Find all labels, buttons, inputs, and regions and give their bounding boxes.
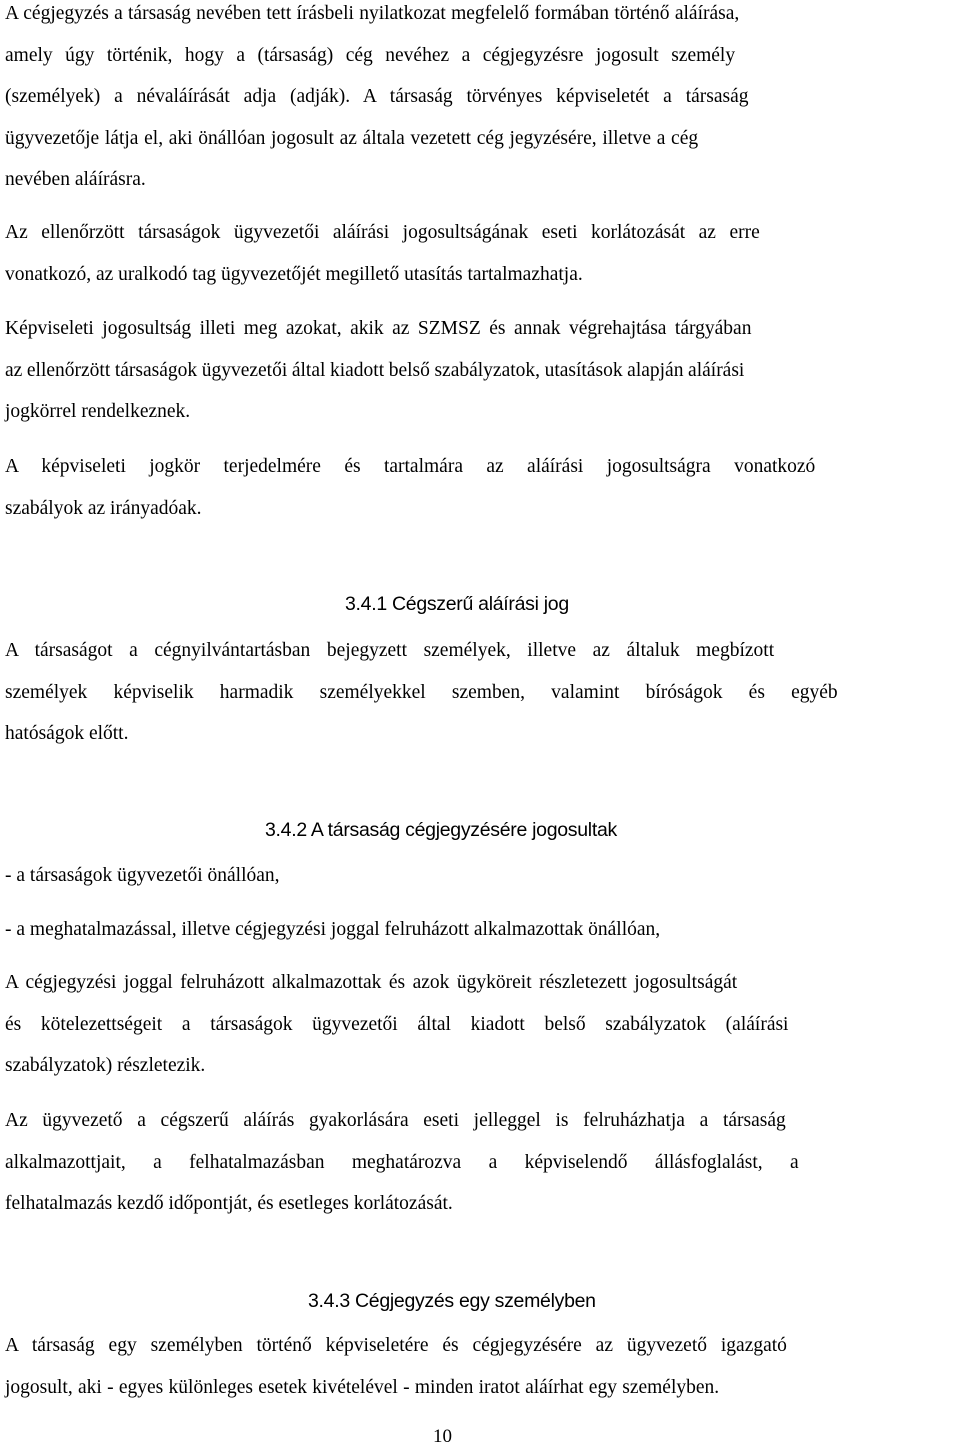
paragraph-company-representation bbox=[5, 630, 956, 755]
text-line: A társaságot a cégnyilvántartásban bejegyzett személyek, illetve az általuk megbízott bbox=[5, 640, 775, 661]
text-line: jogosult, aki - egyes különleges esetek kivételével - minden iratot aláírhat egy személyben. bbox=[5, 1376, 720, 1398]
section-heading-3-4-2: 3.4.2 A társaság cégjegyzésére jogosultak bbox=[265, 819, 617, 841]
section-heading-3-4-3: 3.4.3 Cégjegyzés egy személyben bbox=[308, 1290, 596, 1312]
paragraph-single-person-signing bbox=[5, 1325, 956, 1408]
paragraph-signing-employees bbox=[5, 962, 956, 1087]
text-line: és kötelezettségeit a társaságok ügyvezetői által kiadott belső szabályzatok (aláírási bbox=[5, 1013, 789, 1035]
text-line: hatóságok előtt. bbox=[5, 723, 129, 744]
text-line: (személyek) a névaláírását adja (adják). A társaság törvényes képviseletét a társaság bbox=[5, 86, 749, 107]
text-line: A cégjegyzési joggal felruházott alkalmazottak és azok ügyköreit részletezett jogosultságát bbox=[5, 972, 738, 993]
page-number: 10 bbox=[433, 1426, 452, 1447]
text-line: nevében aláírásra. bbox=[5, 169, 146, 190]
text-line: az ellenőrzött társaságok ügyvezetői által kiadott belső szabályzatok, utasítások alapján aláírási bbox=[5, 359, 745, 381]
text-line: Képviseleti jogosultság illeti meg azokat, akik az SZMSZ és annak végrehajtása tárgyában bbox=[5, 318, 752, 339]
list-item-authorized-employees bbox=[5, 909, 956, 951]
section-heading-3-4-1: 3.4.1 Cégszerű aláírási jog bbox=[345, 593, 569, 615]
text-line: szabályzatok) részletezik. bbox=[5, 1055, 206, 1076]
text-line: személyek képviselik harmadik személyekkel szemben, valamint bíróságok és egyéb bbox=[5, 681, 838, 703]
text-line: ügyvezetője látja el, aki önállóan jogosult az általa vezetett cég jegyzésére, illetve a cég bbox=[5, 127, 699, 149]
text-line: jogkörrel rendelkeznek. bbox=[5, 401, 191, 422]
text-line: A képviseleti jogkör terjedelmére és tartalmára az aláírási jogosultságra vonatkozó bbox=[5, 456, 816, 477]
paragraph-ad-hoc-authorization bbox=[5, 1100, 956, 1225]
text-line: - a meghatalmazással, illetve cégjegyzési joggal felruházott alkalmazottak önállóan, bbox=[5, 919, 661, 940]
text-line: alkalmazottjait, a felhatalmazásban meghatározva a képviselendő állásfoglalást, a bbox=[5, 1151, 799, 1173]
text-line: A cégjegyzés a társaság nevében tett írásbeli nyilatkozat megfelelő formában történő aláírása, bbox=[5, 3, 740, 24]
text-line: vonatkozó, az uralkodó tag ügyvezetőjét megillető utasítás tartalmazhatja. bbox=[5, 263, 583, 285]
paragraph-scope-rules bbox=[5, 446, 956, 529]
text-line: amely úgy történik, hogy a (társaság) cég nevéhez a cégjegyzésre jogosult személy bbox=[5, 44, 736, 66]
paragraph-representation-rights bbox=[5, 308, 956, 433]
list-item-managers bbox=[5, 855, 956, 897]
text-line: Az ügyvezető a cégszerű aláírás gyakorlására eseti jelleggel is felruházhatja a társaság bbox=[5, 1110, 786, 1131]
text-line: - a társaságok ügyvezetői önállóan, bbox=[5, 865, 280, 886]
paragraph-signing-restriction bbox=[5, 212, 956, 295]
text-line: felhatalmazás kezdő időpontját, és esetleges korlátozását. bbox=[5, 1193, 453, 1214]
text-line: A társaság egy személyben történő képviseletére és cégjegyzésére az ügyvezető igazgató bbox=[5, 1335, 787, 1356]
paragraph-signature-definition bbox=[5, 0, 956, 201]
text-line: szabályok az irányadóak. bbox=[5, 497, 202, 519]
text-line: Az ellenőrzött társaságok ügyvezetői aláírási jogosultságának eseti korlátozását az erre bbox=[5, 222, 760, 243]
